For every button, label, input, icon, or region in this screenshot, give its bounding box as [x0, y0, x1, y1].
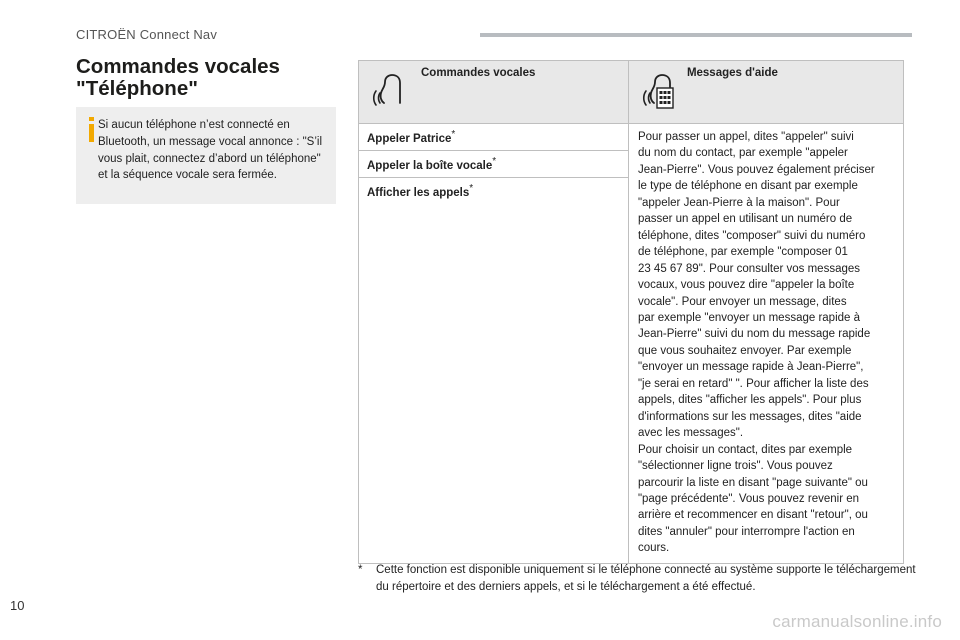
- voice-command-icon: [371, 71, 405, 111]
- col1-header: [359, 61, 629, 124]
- command-label: Appeler Patrice: [367, 132, 452, 145]
- title-line-2: "Téléphone": [76, 77, 198, 100]
- table-header-row: [359, 61, 904, 124]
- table-row: [359, 124, 904, 151]
- title-line-1: Commandes vocales: [76, 55, 280, 78]
- page-number: 10: [10, 598, 25, 613]
- voice-commands-table: [358, 60, 904, 564]
- header-divider: [480, 33, 912, 37]
- info-icon: [86, 117, 98, 143]
- info-box: [76, 107, 336, 204]
- footnote-mark: *: [358, 564, 363, 576]
- footnote-text: Cette fonction est disponible uniquement si le téléphone connecté au système supporte le téléchargement du répertoire et des derniers appels, et si le téléchargement a été effectué.: [376, 564, 916, 593]
- running-header: CITROËN Connect Nav: [76, 27, 218, 42]
- asterisk-mark: *: [469, 182, 474, 194]
- col1-header-label: Commandes vocales: [421, 67, 536, 79]
- info-text: Si aucun téléphone n’est connecté en Bluetooth, un message vocal annonce : "S’il vous plait, connectez d’abord un téléphone" et la séquence vocale sera fermée.: [98, 119, 322, 182]
- watermark: carmanualsonline.info: [772, 612, 942, 631]
- help-message-cell: Pour passer un appel, dites "appeler" suivi du nom du contact, par exemple "appeler Jean-Pierre". Vous pouvez également préciser le type de téléphone en disant par exemple "appeler Jean-Pierre à la maison". Pour passer un appel en utilisant un numéro de téléphone, dites "composer" suivi du numéro de téléphone, par exemple "composer 01 23 45 67 89". Pour consulter vos messages vocaux, vous pouvez dire "appeler la boîte vocale". Pour envoyer un message, dites par exemple "envoyer un message rapide à Jean-Pierre" suivi du nom du message rapide que vous souhaitez envoyer. Par exemple "envoyer un message rapide à Jean-Pierre", "je serai en retard" ". Pour afficher la liste des appels, dites "afficher les appels". Pour plus d'informations sur les messages, dites "aide avec les messages". Pour choisir un contact, dites par exemple "sélectionner ligne trois". Vous pouvez parcourir la liste en disant "page suivante" ou "page précédente". Vous pouvez revenir en arrière et recommencer en disant "retour", ou dites "annuler" pour interrompre l'action en cours.: [628, 124, 903, 564]
- command-cell: [359, 150, 629, 177]
- voice-help-icon: [641, 71, 675, 111]
- asterisk-mark: *: [492, 155, 497, 167]
- command-label: Appeler la boîte vocale: [367, 159, 493, 172]
- command-cell: [359, 177, 629, 563]
- page-title: [76, 56, 336, 100]
- command-cell: [359, 124, 629, 151]
- col2-header: [628, 61, 903, 124]
- command-label: Afficher les appels: [367, 186, 470, 199]
- asterisk-mark: *: [451, 129, 456, 140]
- col2-header-label: Messages d'aide: [686, 67, 778, 79]
